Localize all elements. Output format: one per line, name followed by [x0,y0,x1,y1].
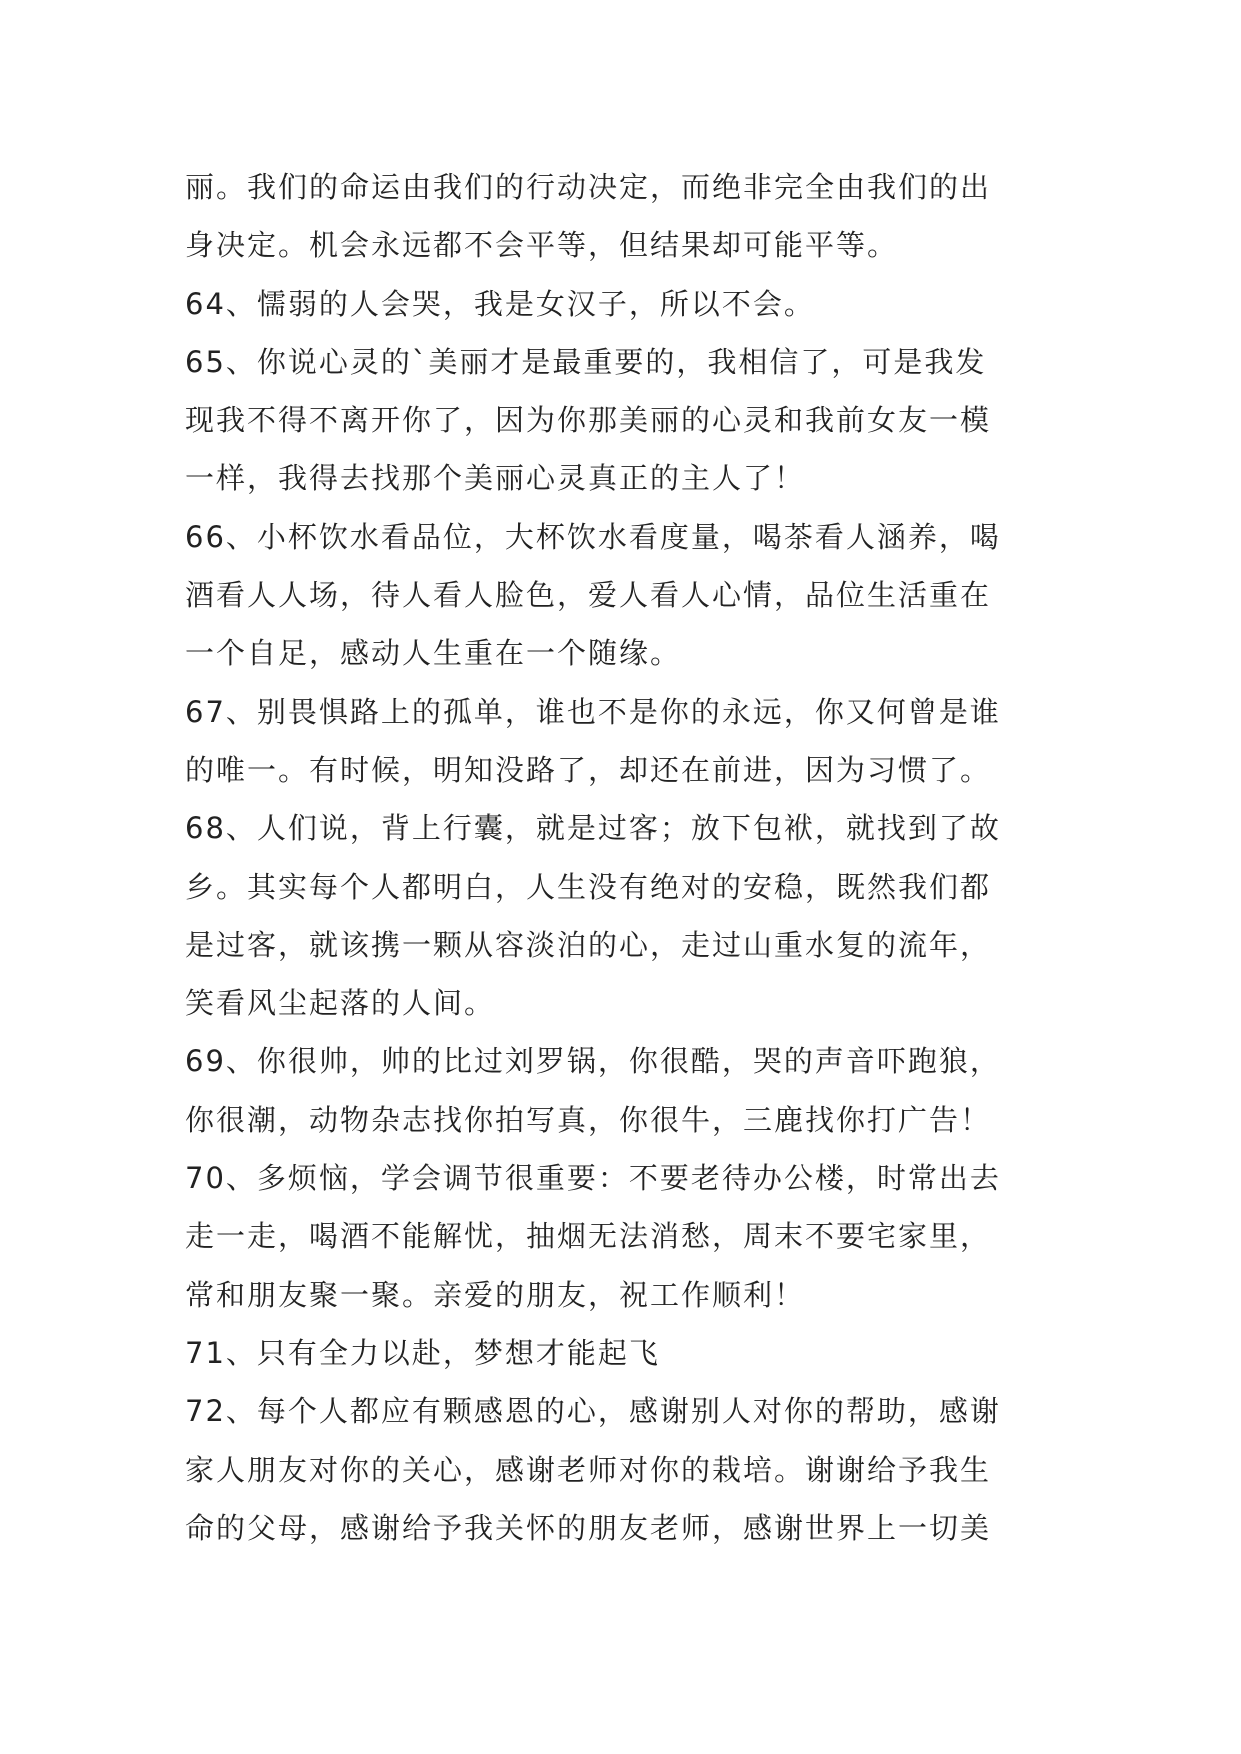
text-line: 65、你说心灵的`美丽才是最重要的，我相信了，可是我发 [185,344,987,379]
text-line: 69、你很帅，帅的比过刘罗锅，你很酷，哭的声音吓跑狼， [185,1044,1001,1079]
text-line: 一个自足，感动人生重在一个随缘。 [185,636,682,671]
text-line: 丽。我们的命运由我们的行动决定，而绝非完全由我们的出 [185,170,992,204]
text-line: 常和朋友聚一聚。亲爱的朋友，祝工作顺利！ [185,1277,806,1312]
text-line: 一样，我得去找那个美丽心灵真正的主人了！ [185,461,806,496]
text-line: 现我不得不离开你了，因为你那美丽的心灵和我前女友一模 [185,403,992,438]
text-line: 乡。其实每个人都明白，人生没有绝对的安稳，既然我们都 [185,869,992,904]
text-line: 67、别畏惧路上的孤单，谁也不是你的永远，你又何曾是谁 [185,694,1001,729]
text-line: 走一走，喝酒不能解忧，抽烟无法消愁，周末不要宅家里， [185,1219,992,1254]
text-line: 你很潮，动物杂志找你拍写真，你很牛，三鹿找你打广告！ [185,1102,992,1137]
text-line: 是过客，就该携一颗从容淡泊的心，走过山重水复的流年， [185,927,992,962]
text-line: 66、小杯饮水看品位，大杯饮水看度量，喝茶看人涵养，喝 [185,519,1001,554]
text-line: 64、懦弱的人会哭，我是女汉子，所以不会。 [185,286,815,321]
text-line: 71、只有全力以赴，梦想才能起飞 [185,1335,660,1370]
text-line: 68、人们说，背上行囊，就是过客；放下包袱，就找到了故 [185,811,1001,846]
text-line: 命的父母，感谢给予我关怀的朋友老师，感谢世界上一切美 [185,1510,992,1545]
text-line: 家人朋友对你的关心，感谢老师对你的栽培。谢谢给予我生 [185,1452,992,1487]
document-body [185,158,1065,1557]
text-line: 70、多烦恼，学会调节很重要：不要老待办公楼，时常出去 [185,1161,1001,1196]
text-line: 的唯一。有时候，明知没路了，却还在前进，因为习惯了。 [185,752,992,787]
text-line: 身决定。机会永远都不会平等，但结果却可能平等。 [185,228,899,263]
text-line: 笑看风尘起落的人间。 [185,986,496,1021]
text-line: 酒看人人场，待人看人脸色，爱人看人心情，品位生活重在 [185,578,992,613]
text-line: 72、每个人都应有颗感恩的心，感谢别人对你的帮助，感谢 [185,1394,1001,1429]
